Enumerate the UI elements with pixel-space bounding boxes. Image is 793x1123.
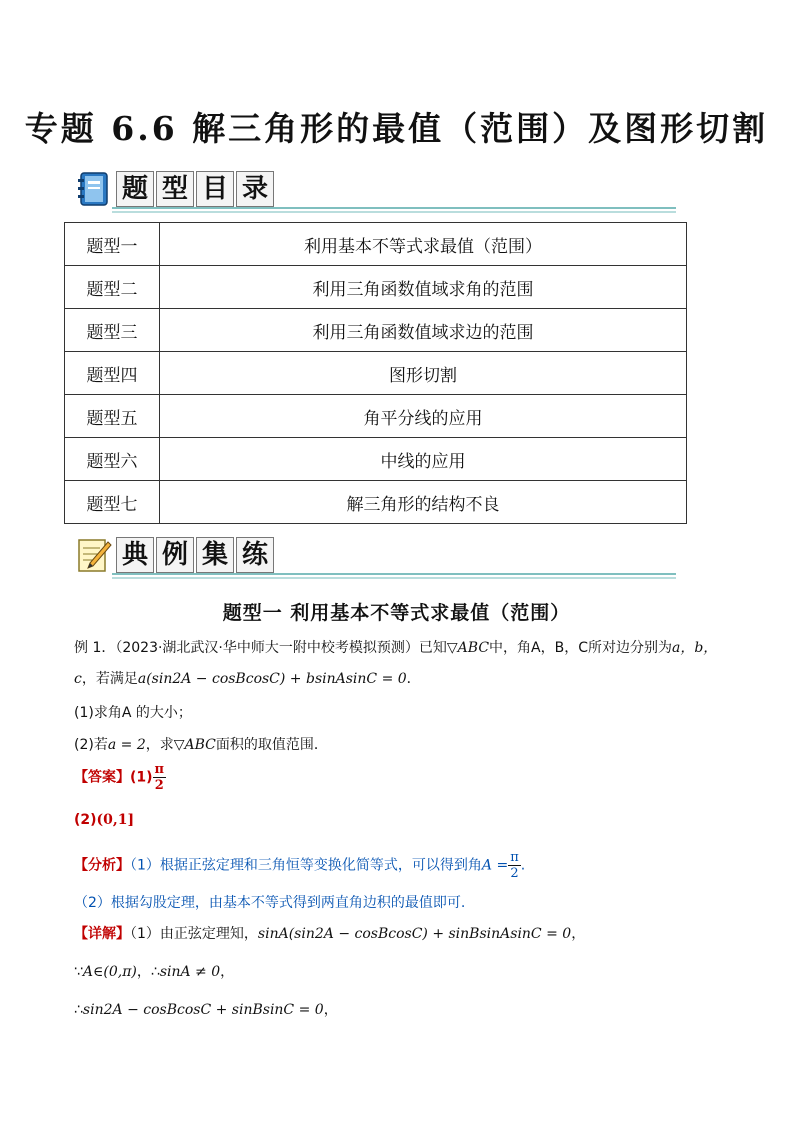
question-2 (74, 734, 328, 754)
analysis-line-1 (74, 850, 525, 881)
detail-formula: sinA(sin2A − cosBcosC) + sinBsinAsinC = 0 (257, 926, 572, 942)
toc-topic: 图形切割 (160, 352, 687, 395)
punct: . (520, 857, 526, 874)
section-title-examples (116, 537, 274, 573)
fraction-num: π (154, 762, 165, 777)
q2-text: ，求 (145, 737, 174, 753)
analysis-text: （1）根据正弦定理和三角恒等变换化简等式，可以得到角 (130, 857, 482, 874)
divider (112, 577, 676, 579)
detail-text: （1）由正弦定理知， (130, 926, 258, 942)
punct: ， (323, 1002, 338, 1018)
toc-topic: 利用三角函数值域求角的范围 (160, 266, 687, 309)
detail-line-3 (74, 999, 338, 1019)
example-text: 中，角A，B，C所对边分别为 (489, 640, 672, 656)
analysis-label: 【分析】 (74, 857, 130, 874)
toc-topic: 中线的应用 (160, 438, 687, 481)
table-row (65, 223, 687, 266)
analysis-fraction (508, 850, 521, 881)
detail-formula: sinA ≠ 0 (159, 964, 221, 980)
page-title: 专题 6.6 解三角形的最值（范围）及图形切割 (24, 109, 769, 148)
table-row (65, 395, 687, 438)
detail-label: 【详解】 (74, 926, 130, 942)
triangle-symbol: ▽ABC (446, 640, 490, 656)
answer-line-1 (74, 762, 166, 793)
punct: ， (220, 964, 235, 980)
punct: ， (571, 926, 586, 942)
answer-value: (0,1] (96, 812, 135, 828)
section-char: 题 (116, 171, 154, 207)
therefore-symbol: ∴ (74, 1002, 83, 1018)
q2-condition: a = 2 (107, 737, 146, 753)
section-char: 目 (196, 171, 234, 207)
side-c: c (74, 671, 82, 687)
analysis-line-2: （2）根据勾股定理，由基本不等式得到两直角边积的最值即可. (74, 895, 466, 911)
table-row (65, 481, 687, 524)
fraction-den: 2 (154, 778, 164, 793)
section-char: 例 (156, 537, 194, 573)
toc-table (64, 222, 687, 524)
detail-line-1 (74, 923, 585, 943)
example-line-2 (74, 668, 421, 688)
example-line-1 (74, 637, 717, 657)
divider (112, 211, 676, 213)
toc-type: 题型二 (65, 266, 160, 309)
divider (112, 573, 676, 575)
table-row (65, 266, 687, 309)
punct: ． (406, 671, 421, 687)
triangle-symbol: ▽ABC (173, 737, 216, 753)
section-char: 练 (236, 537, 274, 573)
toc-topic: 角平分线的应用 (160, 395, 687, 438)
section-title-toc (116, 171, 274, 207)
toc-topic: 利用基本不等式求最值（范围） (160, 223, 687, 266)
toc-topic: 解三角形的结构不良 (160, 481, 687, 524)
detail-line-2 (74, 961, 234, 981)
section-char: 型 (156, 171, 194, 207)
pencil-notepad-icon (76, 536, 112, 574)
section-char: 集 (196, 537, 234, 573)
example-text: ，若满足 (81, 671, 138, 687)
toc-type: 题型五 (65, 395, 160, 438)
because-symbol: ∵ (74, 964, 83, 980)
notebook-icon (76, 170, 112, 208)
analysis-formula: A = (481, 857, 509, 874)
toc-type: 题型三 (65, 309, 160, 352)
toc-topic: 利用三角函数值域求边的范围 (160, 309, 687, 352)
section-char: 录 (236, 171, 274, 207)
example-intro: 例 1．（2023·湖北武汉·华中师大一附中校考模拟预测）已知 (74, 640, 447, 656)
question-1: (1)求角A 的大小； (74, 705, 192, 721)
toc-type: 题型一 (65, 223, 160, 266)
detail-formula: sin2A − cosBcosC + sinBsinC = 0 (82, 1002, 324, 1018)
table-row (65, 309, 687, 352)
answer-label: 【答案】 (74, 769, 130, 786)
answer-line-2 (74, 812, 134, 828)
q2-text: (2)若 (74, 737, 108, 753)
toc-type: 题型七 (65, 481, 160, 524)
fraction-num: π (510, 850, 519, 865)
divider (112, 207, 676, 209)
section-header-examples (76, 534, 676, 582)
detail-formula: A∈(0,π) (82, 964, 137, 980)
example-sides: a，b， (672, 640, 718, 656)
table-row (65, 352, 687, 395)
toc-type: 题型六 (65, 438, 160, 481)
answer-part: (1) (130, 769, 153, 786)
subheading: 题型一 利用基本不等式求最值（范围） (222, 602, 571, 624)
detail-text: ，∴ (136, 964, 160, 980)
answer-fraction (153, 762, 167, 793)
q2-text: 面积的取值范围． (215, 737, 328, 753)
fraction-den: 2 (510, 866, 519, 881)
section-header-toc (76, 168, 676, 216)
toc-type: 题型四 (65, 352, 160, 395)
condition-formula: a(sin2A − cosBcosC) + bsinAsinC = 0 (137, 671, 407, 687)
answer-part: (2) (74, 812, 97, 828)
table-row (65, 438, 687, 481)
section-char: 典 (116, 537, 154, 573)
